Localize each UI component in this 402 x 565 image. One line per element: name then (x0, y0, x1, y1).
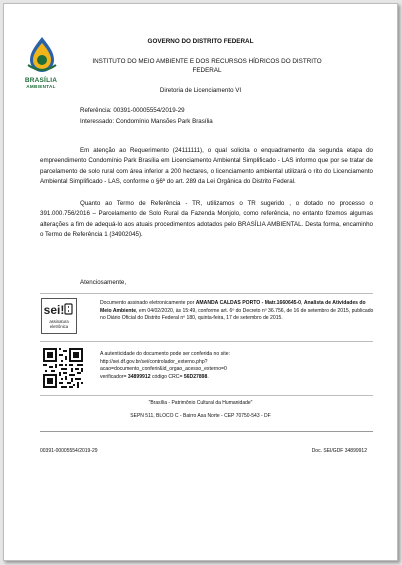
government-heading: GOVERNO DO DISTRITO FEDERAL (147, 38, 254, 45)
institute-heading: INSTITUTO DO MEIO AMBIENTE E DOS RECURSOS HÍDRICOS DO DISTRITO FEDERAL (92, 58, 322, 74)
seal-sei-text: sei! (43, 303, 65, 317)
signature-separator: , (301, 300, 304, 306)
reference-line: Referência: 00391-00005554/2019-29 (80, 107, 185, 114)
sei-signature-seal-icon (41, 298, 77, 334)
seal-sub-2: eletrônica (49, 324, 69, 329)
divider (40, 293, 373, 294)
signer-role: Analista de Atividades do Meio Ambiente (100, 300, 366, 314)
signature-details: , em 04/02/2020, às 15:49, conforme art. 6º do Decreto nº 36.756, de 16 de setembro de 2015, publicado no Diário Oficial do Distrito Federal nº 180, quinta-feira, 17 de setembro de 2015. (100, 307, 374, 322)
signature-statement (100, 300, 375, 323)
crc-end: . (207, 373, 209, 380)
verifier-code: 34899912 (127, 373, 151, 380)
logo-text-ambiental: AMBIENTAL (26, 84, 56, 89)
seal-sub-1: assinatura (49, 319, 69, 324)
body-paragraph-2: Quanto ao Termo de Referência - TR, utilizamos o TR sugerido , o dotado no processo o 391.000.756/2016 – Parcelamento de Solo Rural da Fazenda Monjolo, como referência, no entanto fizemos algumas alterações a fim de adequá-lo aos atuais procedimentos adotados pelo BRASÍLIA AMBIENTAL. Desta forma, encaminho o Termo de Referência 1 (34902045). (40, 200, 373, 238)
document-page (3, 3, 398, 561)
interested-line: Interessado: Condomínio Mansões Park Brasília (80, 118, 213, 125)
verifier-line (100, 374, 375, 382)
authenticity-line: A autenticidade do documento pode ser conferida no site: (100, 351, 230, 357)
logo-text-brasilia: BRASÍLIA (24, 77, 58, 84)
authenticity-statement (100, 351, 375, 381)
authenticity-url-1[interactable]: http://sei.df.gov.br/sei/controlador_externo.php? (100, 358, 208, 365)
qr-code-icon (41, 346, 85, 390)
divider (40, 395, 373, 396)
signer-name: AMANDA CALDAS PORTO - Matr.1660645-0 (195, 300, 302, 306)
closing-line: Atenciosamente, (80, 279, 127, 286)
footer-motto: "Brasília - Patrimônio Cultural da Humanidade" (148, 400, 253, 406)
footer-address: SEPN 511, BLOCO C - Bairro Asa Norte - CEP 70750-543 - DF (130, 413, 271, 419)
crc-code: 56D27898 (183, 373, 208, 380)
authenticity-url-2[interactable]: acao=documento_conferir&id_orgao_acesso_externo=0 (100, 366, 227, 373)
crc-label: código CRC= (150, 373, 184, 380)
body-paragraph-1: Em atenção ao Requerimento (24111111), o qual solicita o enquadramento da segunda etapa do empreendimento Condomínio Park Brasília em Licenciamento Ambiental Simplificado - LAS informo que por se tratar de parcelamento de solo rural com área inferior a 200 hectares, o licenciamento ambiental utilizará o rito do Licenciamento Ambiental Simplificado - LAS, conforme o §6º do art. 289 da Lei Orgânica do Distrito Federal. (40, 147, 373, 185)
directorate-heading: Diretoria de Licenciamento VI (159, 87, 242, 94)
footer-doc-number: Doc. SEI/GDF 34899912 (311, 448, 367, 454)
footer-process-number: 00391-00005554/2019-29 (40, 448, 98, 454)
verifier-label: verificador= (100, 373, 128, 380)
divider (40, 341, 373, 342)
footer-divider (40, 431, 373, 432)
signature-intro: Documento assinado eletronicamente por (100, 300, 196, 306)
